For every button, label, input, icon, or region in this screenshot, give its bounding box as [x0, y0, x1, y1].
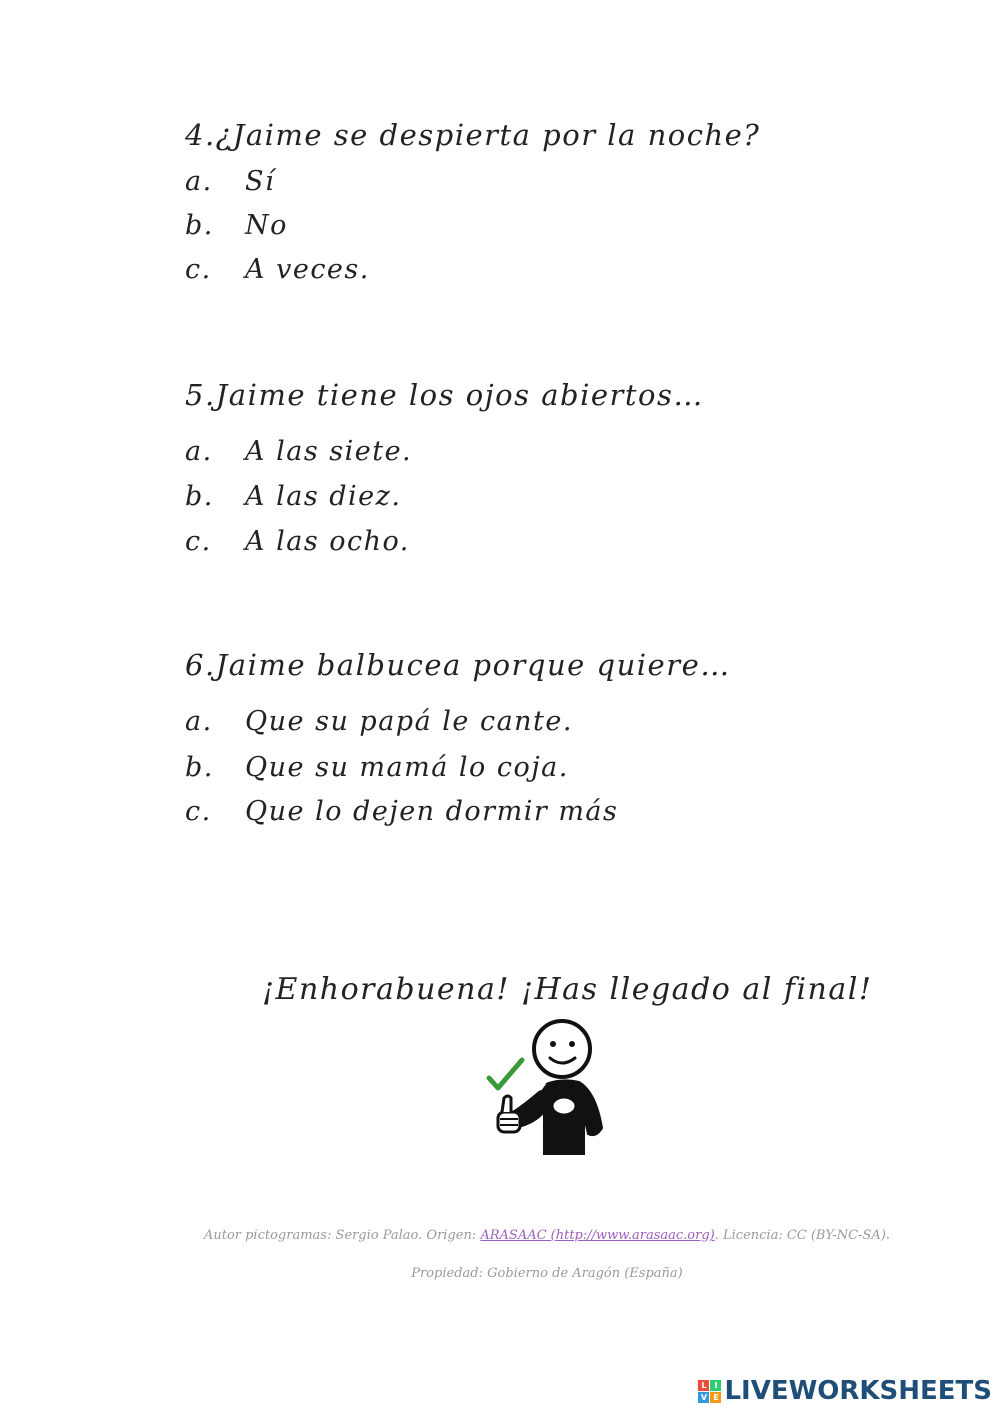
option-letter: a. [185, 166, 213, 197]
option-text: Sí [245, 166, 276, 197]
option-text: A las diez. [245, 481, 402, 512]
option-text: A veces. [245, 254, 370, 285]
option-text: Que lo dejen dormir más [245, 796, 619, 827]
property-line: Propiedad: Gobierno de Aragón (España) [411, 1266, 683, 1281]
logo-letter: I [710, 1380, 721, 1391]
option-text: No [245, 210, 288, 241]
option-a[interactable] [185, 436, 412, 467]
option-text: A las siete. [245, 436, 413, 467]
option-c[interactable] [185, 526, 410, 557]
option-letter: b. [185, 752, 214, 783]
question-title: 5.Jaime tiene los ojos abiertos… [185, 378, 704, 412]
credits-prefix: Autor pictogramas: Sergio Palao. Origen: [203, 1228, 481, 1243]
option-c[interactable] [185, 254, 370, 285]
option-a[interactable] [185, 706, 573, 737]
logo-letter: V [698, 1392, 709, 1403]
thumbs-up-person-icon [484, 1016, 608, 1156]
option-letter: b. [185, 481, 214, 512]
option-c[interactable] [185, 796, 618, 827]
option-letter: b. [185, 210, 214, 241]
option-letter: a. [185, 436, 213, 467]
option-text: A las ocho. [245, 526, 410, 557]
option-b[interactable] [185, 752, 569, 783]
option-letter: c. [185, 526, 212, 557]
option-text: Que su mamá lo coja. [245, 752, 569, 783]
option-letter: c. [185, 254, 212, 285]
liveworksheets-logo[interactable] [698, 1374, 992, 1408]
option-a[interactable] [185, 166, 275, 197]
credits-line [0, 1228, 1000, 1243]
question-title: 6.Jaime balbucea porque quiere… [185, 648, 731, 682]
logo-letter: L [698, 1380, 709, 1391]
brand-name: LIVEWORKSHEETS [724, 1376, 992, 1406]
option-letter: a. [185, 706, 213, 737]
congrats-message: ¡Enhorabuena! ¡Has llegado al final! [262, 972, 873, 1007]
arasaac-link[interactable]: ARASAAC (http://www.arasaac.org) [480, 1228, 715, 1243]
logo-letter: E [710, 1392, 721, 1403]
liveworksheets-icon [698, 1380, 721, 1403]
question-title: 4.¿Jaime se despierta por la noche? [185, 118, 761, 152]
option-letter: c. [185, 796, 212, 827]
checkmark-icon [489, 1060, 522, 1088]
option-b[interactable] [185, 481, 401, 512]
option-text: Que su papá le cante. [245, 706, 573, 737]
option-b[interactable] [185, 210, 288, 241]
credits-suffix: . Licencia: CC (BY-NC-SA). [714, 1228, 891, 1243]
